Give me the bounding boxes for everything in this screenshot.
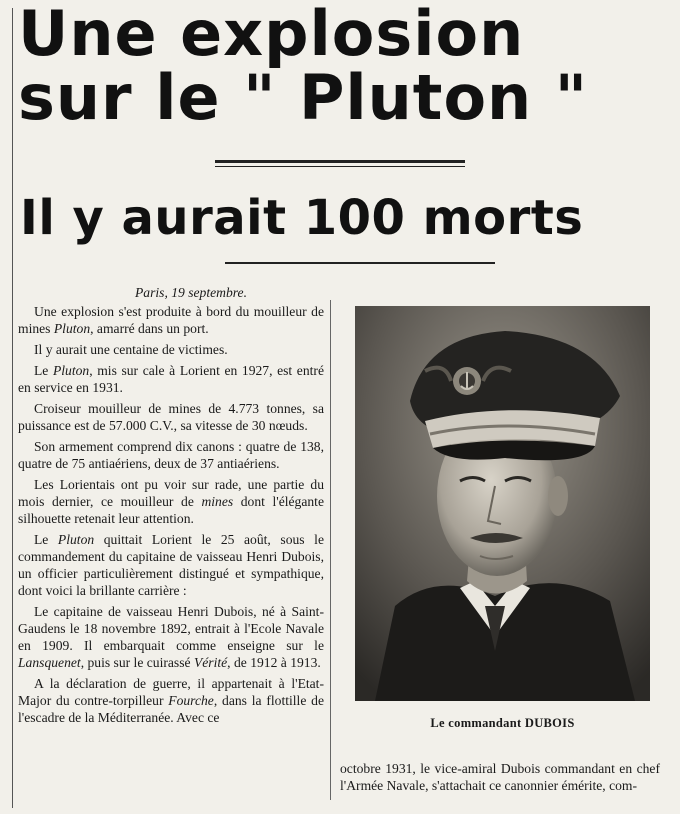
article-paragraph: Son armement comprend dix canons : quatre de 138, quatre de 75 antiaériens, deux de 37 antiaériens.	[18, 439, 324, 471]
article-body	[18, 284, 324, 726]
photo-caption: Le commandant DUBOIS	[430, 716, 575, 730]
portrait-photo	[355, 306, 650, 701]
italic-term: Pluton	[52, 363, 90, 378]
article-paragraphs	[18, 303, 324, 726]
italic-term: Vérité	[193, 655, 228, 670]
article-paragraph: Le Pluton, mis sur cale à Lorient en 1927, est entré en service en 1931.	[18, 363, 324, 395]
headline-divider	[215, 160, 465, 163]
article-paragraph: Le capitaine de vaisseau Henri Dubois, né à Saint-Gaudens le 18 novembre 1892, entrait à l'Ecole Navale en 1909. Il embarquait comme enseigne sur le Lansquenet, puis sur le cuirassé Vérité, de 1912 à 1913.	[18, 604, 324, 670]
subheadline: Il y aurait 100 morts	[20, 190, 584, 246]
article-paragraph: A la déclaration de guerre, il appartenait à l'Etat-Major du contre-torpilleur Fourche, dans la flottille de l'escadre de la Méditerranée. Avec ce	[18, 676, 324, 725]
article-paragraph: Le Pluton quittait Lorient le 25 août, sous le commandement du capitaine de vaisseau Henri Dubois, un officier particulièrement distingué et sympathique, dont voici la brillante carrière :	[18, 532, 324, 598]
italic-term: Fourche	[168, 693, 214, 708]
italic-term: Lansquenet	[18, 655, 81, 670]
article-continuation	[340, 760, 660, 794]
article-paragraph: Une explosion s'est produite à bord du mouilleur de mines Pluton, amarré dans un port.	[18, 304, 324, 336]
headline	[18, 0, 673, 134]
article-paragraph: Croiseur mouilleur de mines de 4.773 tonnes, sa puissance est de 57.000 C.V., sa vitesse de 30 nœuds.	[18, 401, 324, 433]
column-border	[12, 8, 13, 808]
italic-term: mines	[201, 494, 234, 509]
dateline: Paris, 19 septembre.	[134, 285, 247, 300]
subheadline-divider	[225, 262, 495, 264]
headline-line-2: sur le " Pluton "	[18, 61, 589, 134]
portrait-illustration	[355, 306, 650, 701]
italic-term: Pluton	[53, 321, 91, 336]
italic-term: Pluton	[57, 532, 95, 547]
headline-divider-thin	[215, 166, 465, 167]
article-paragraph: Il y aurait une centaine de victimes.	[34, 342, 228, 357]
article-paragraph: Les Lorientais ont pu voir sur rade, une partie du mois dernier, ce mouilleur de mines dont l'élégante silhouette retenait leur attention.	[18, 477, 324, 526]
headline-line-1: Une explosion	[18, 0, 525, 70]
continuation-text: octobre 1931, le vice-amiral Dubois commandant en chef l'Armée Navale, s'attachait ce canonnier émérite, com-	[340, 761, 660, 793]
column-divider	[330, 300, 331, 800]
